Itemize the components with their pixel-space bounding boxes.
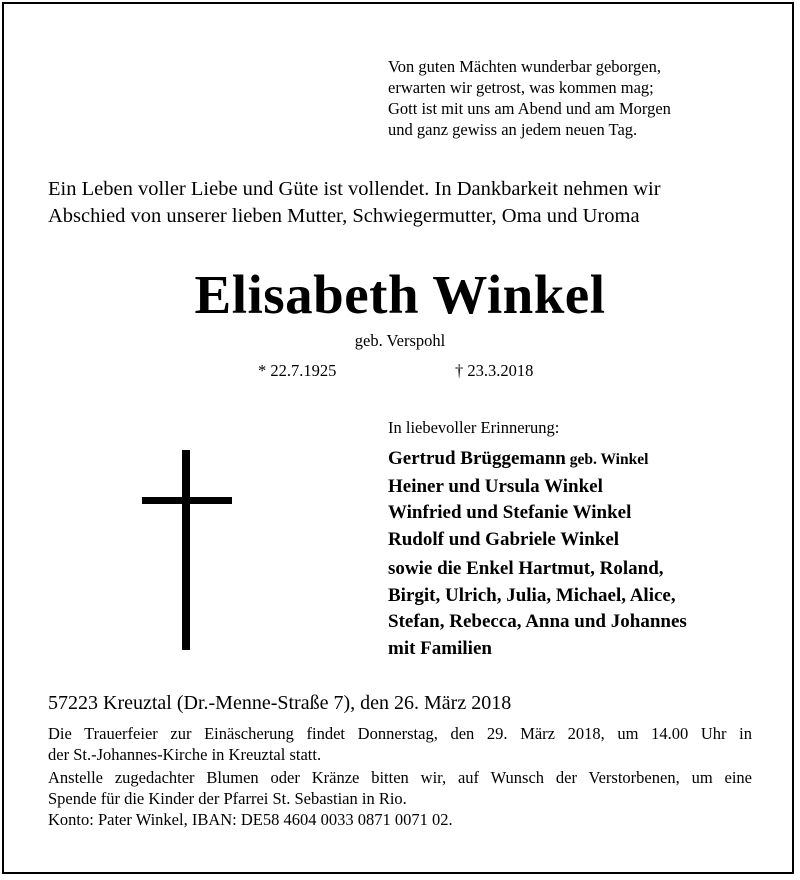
donation-info xyxy=(48,767,752,830)
list-item xyxy=(388,446,788,474)
donation-line: Spende für die Kinder der Pfarrei St. Sebastian in Rio. xyxy=(48,789,407,808)
ceremony-line: der St.-Johannes-Kirche in Kreuztal statt. xyxy=(48,745,322,764)
grandchildren-line: Stefan, Rebecca, Anna und Johannes xyxy=(388,611,687,632)
death-date: † 23.3.2018 xyxy=(455,361,534,380)
poem-line: Gott ist mit uns am Abend und am Morgen xyxy=(388,99,671,118)
family-name: Winfried und Stefanie Winkel xyxy=(388,502,632,523)
family-name: Rudolf und Gabriele Winkel xyxy=(388,528,620,550)
bank-account: Konto: Pater Winkel, IBAN: DE58 4604 0033 0871 0071 02. xyxy=(48,810,453,829)
list-item xyxy=(388,500,788,527)
list-item xyxy=(388,474,788,501)
maiden-name: geb. Verspohl xyxy=(354,331,446,350)
intro-text xyxy=(48,176,768,230)
ceremony-line-wrap xyxy=(48,744,752,765)
poem-line: Von guten Mächten wunderbar geborgen, xyxy=(388,57,661,76)
family-name: Gertrud Brüggemann xyxy=(388,448,566,469)
list-item xyxy=(388,527,788,554)
deceased-name: Elisabeth Winkel xyxy=(194,264,606,325)
family-name: Heiner und Ursula Winkel xyxy=(388,475,603,497)
grandchildren-list xyxy=(388,556,788,662)
grandchildren-line: Birgit, Ulrich, Julia, Michael, Alice, xyxy=(388,584,676,606)
latin-cross-icon xyxy=(142,450,232,650)
place-date: 57223 Kreuztal (Dr.-Menne-Straße 7), den 26. März 2018 xyxy=(48,692,512,714)
family-list xyxy=(388,446,788,553)
birth-date: * 22.7.1925 xyxy=(258,361,337,380)
donation-line-wrap xyxy=(48,788,752,830)
ceremony-info xyxy=(48,723,752,765)
intro-line: Abschied von unserer lieben Mutter, Schwiegermutter, Oma und Uroma xyxy=(48,205,640,227)
memory-label: In liebevoller Erinnerung: xyxy=(388,418,560,437)
donation-line: Anstelle zugedachter Blumen oder Kränze bitten wir, auf Wunsch der Verstorbenen, um eine xyxy=(48,768,752,787)
family-suffix: geb. Winkel xyxy=(565,451,649,468)
ceremony-line: Die Trauerfeier zur Einäscherung findet Donnerstag, den 29. März 2018, um 14.00 Uhr in xyxy=(48,724,752,743)
grandchildren-line: mit Familien xyxy=(388,637,492,659)
poem xyxy=(388,56,768,140)
grandchildren-line: sowie die Enkel Hartmut, Roland, xyxy=(388,558,664,579)
poem-line: und ganz gewiss an jedem neuen Tag. xyxy=(388,120,638,139)
poem-line: erwarten wir getrost, was kommen mag; xyxy=(388,78,654,97)
intro-line: Ein Leben voller Liebe und Güte ist vollendet. In Dankbarkeit nehmen wir xyxy=(48,178,661,200)
